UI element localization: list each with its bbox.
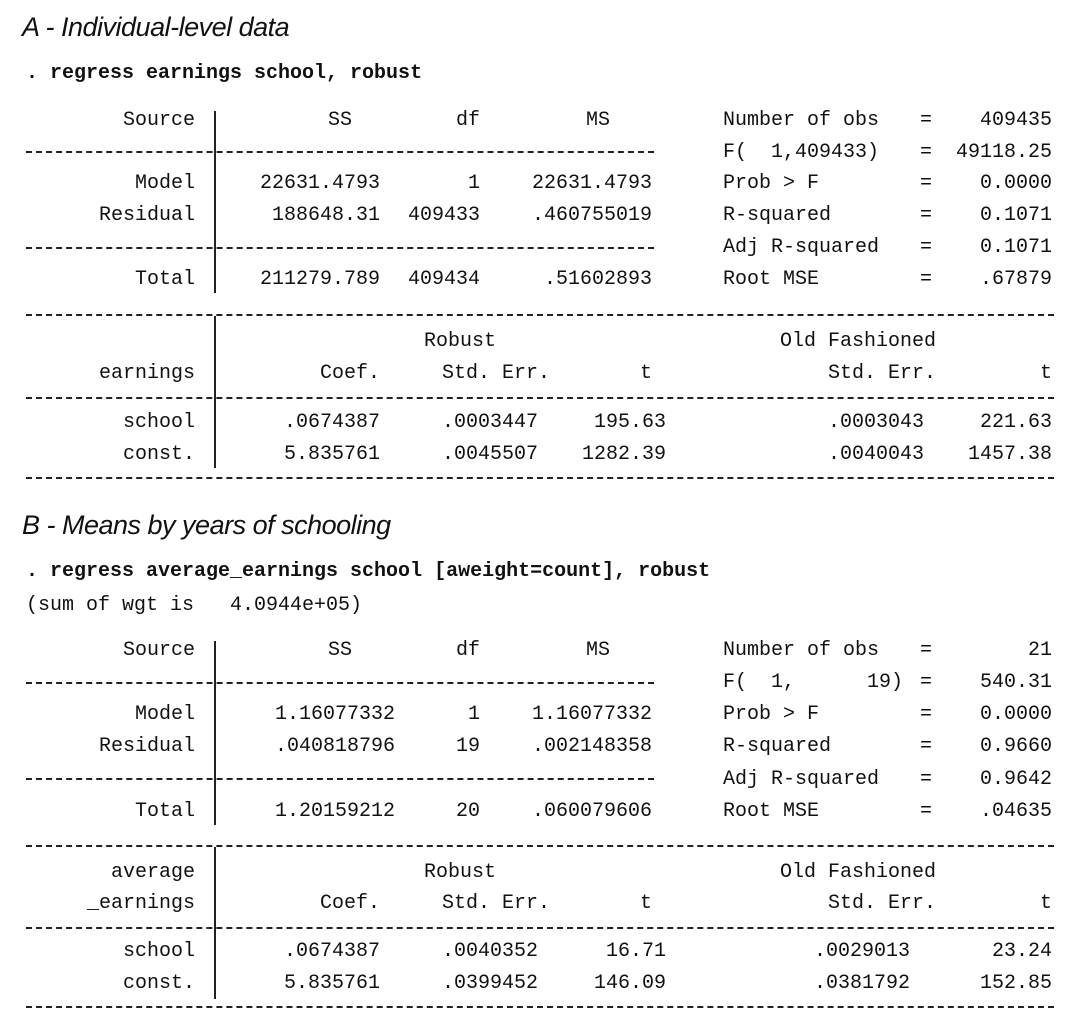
anova-a-row-df: 409433 <box>407 204 480 227</box>
stat-b-label: Adj R-squared <box>723 768 880 791</box>
coef-a-old-se-header: Std. Err. <box>827 362 936 385</box>
stat-b-value: 0.0000 <box>979 703 1052 726</box>
anova-b-ss-header: SS <box>327 639 352 662</box>
stat-b-label: Root MSE <box>723 800 820 823</box>
anova-b-ms-header: MS <box>585 639 610 662</box>
coef-a-row-se: .0003447 <box>441 411 538 434</box>
stat-b-eq: = <box>920 768 933 791</box>
anova-b-row-source: Residual <box>98 735 195 758</box>
anova-b-row-ms: .002148358 <box>531 735 652 758</box>
coef-b-vertical-rule <box>214 847 216 999</box>
coef-b-row-old-t: 152.85 <box>979 972 1052 995</box>
coef-a-depvar: earnings <box>98 362 195 385</box>
coef-a-se-header: Std. Err. <box>441 362 550 385</box>
stat-a-eq: = <box>920 236 933 259</box>
anova-a-row-df: 409434 <box>407 268 480 291</box>
anova-a-row-ms: .51602893 <box>543 268 652 291</box>
coef-b-row-se: .0399452 <box>441 972 538 995</box>
coef-a-divider-top <box>26 314 1054 316</box>
stat-a-label: Prob > F <box>723 172 820 195</box>
coef-b-row-var: school <box>122 940 195 963</box>
anova-b-row-ms: 1.16077332 <box>531 703 652 726</box>
anova-b-row-ms: .060079606 <box>531 800 652 823</box>
coef-a-row-old-t: 1457.38 <box>967 443 1052 466</box>
panel-a-title: A - Individual-level data <box>22 12 290 42</box>
anova-a-vertical-rule <box>214 111 216 293</box>
coef-b-row-old-se: .0381792 <box>813 972 910 995</box>
coef-a-row-var: school <box>122 411 195 434</box>
stat-b-label: Prob > F <box>723 703 820 726</box>
anova-a-source-header: Source <box>122 109 195 132</box>
stat-b-eq: = <box>920 639 933 662</box>
anova-a-ms-header: MS <box>585 109 610 132</box>
coef-b-row-se: .0040352 <box>441 940 538 963</box>
stat-b-value: 540.31 <box>979 671 1052 694</box>
anova-a-row-ss: 188648.31 <box>271 204 380 227</box>
coef-a-t-header: t <box>639 362 652 385</box>
anova-b-row-ss: .040818796 <box>274 735 395 758</box>
coef-a-row-old-se: .0040043 <box>827 443 924 466</box>
stat-b-value: 21 <box>1027 639 1052 662</box>
coef-a-row-old-se: .0003043 <box>827 411 924 434</box>
coef-a-robust-header: Robust <box>424 330 497 353</box>
coef-b-row-coef: 5.835761 <box>283 972 380 995</box>
coef-b-row-old-t: 23.24 <box>991 940 1052 963</box>
stat-b-eq: = <box>920 703 933 726</box>
stat-a-label: F( 1,409433) <box>723 141 880 164</box>
coef-a-row-se: .0045507 <box>441 443 538 466</box>
anova-a-row-source: Model <box>134 172 195 195</box>
stat-b-label: R-squared <box>723 735 832 758</box>
coef-b-old-fashioned-header: Old Fashioned <box>780 861 937 884</box>
stat-a-value: 0.1071 <box>979 236 1052 259</box>
anova-b-row-df: 20 <box>455 800 480 823</box>
anova-b-row-df: 19 <box>455 735 480 758</box>
stat-b-value: .04635 <box>979 800 1052 823</box>
anova-a-row-ms: 22631.4793 <box>531 172 652 195</box>
stat-a-label: Adj R-squared <box>723 236 880 259</box>
coef-a-vertical-rule <box>214 316 216 468</box>
panel-b-title: B - Means by years of schooling <box>22 510 391 540</box>
coef-b-divider-top <box>26 845 1054 847</box>
coef-a-row-var: const. <box>122 443 195 466</box>
anova-a-row-ss: 22631.4793 <box>259 172 380 195</box>
anova-a-df-header: df <box>455 109 480 132</box>
anova-b-row-df: 1 <box>467 703 480 726</box>
coef-b-row-t: 146.09 <box>593 972 666 995</box>
coef-b-divider-bottom <box>26 1006 1054 1008</box>
anova-b-source-header: Source <box>122 639 195 662</box>
coef-b-old-t-header: t <box>1039 892 1052 915</box>
coef-b-depvar-line1: average <box>110 861 195 884</box>
coef-b-row-coef: .0674387 <box>283 940 380 963</box>
anova-a-row-df: 1 <box>467 172 480 195</box>
coef-b-t-header: t <box>639 892 652 915</box>
stat-a-label: Number of obs <box>723 109 880 132</box>
stat-a-value: 49118.25 <box>955 141 1052 164</box>
coef-a-row-coef: .0674387 <box>283 411 380 434</box>
anova-a-row-ms: .460755019 <box>531 204 652 227</box>
stat-a-eq: = <box>920 204 933 227</box>
anova-a-divider-mid <box>26 247 654 249</box>
stat-a-value: 409435 <box>979 109 1052 132</box>
stat-b-eq: = <box>920 800 933 823</box>
coef-a-old-fashioned-header: Old Fashioned <box>780 330 937 353</box>
anova-b-row-source: Total <box>134 800 195 823</box>
anova-b-row-source: Model <box>134 703 195 726</box>
coef-a-old-t-header: t <box>1039 362 1052 385</box>
stat-b-value: 0.9642 <box>979 768 1052 791</box>
panel-b-command: . regress average_earnings school [aweight=count], robust <box>26 560 711 583</box>
stat-b-label: F( 1, 19) <box>723 671 904 694</box>
coef-b-coef-header: Coef. <box>319 892 380 915</box>
coef-b-row-old-se: .0029013 <box>813 940 910 963</box>
coef-b-se-header: Std. Err. <box>441 892 550 915</box>
anova-b-row-ss: 1.16077332 <box>274 703 395 726</box>
stat-a-value: .67879 <box>979 268 1052 291</box>
coef-a-divider-mid <box>26 397 1054 399</box>
stat-b-label: Number of obs <box>723 639 880 662</box>
anova-a-divider-top <box>26 151 654 153</box>
anova-b-divider-mid <box>26 778 654 780</box>
panel-b-weight-note: (sum of wgt is 4.0944e+05) <box>26 594 363 617</box>
anova-a-ss-header: SS <box>327 109 352 132</box>
anova-a-row-source: Total <box>134 268 195 291</box>
coef-b-depvar: _earnings <box>86 892 195 915</box>
stat-a-label: Root MSE <box>723 268 820 291</box>
stat-a-eq: = <box>920 141 933 164</box>
coef-b-robust-header: Robust <box>424 861 497 884</box>
stat-b-value: 0.9660 <box>979 735 1052 758</box>
anova-b-row-ss: 1.20159212 <box>274 800 395 823</box>
coef-b-old-se-header: Std. Err. <box>827 892 936 915</box>
stat-a-value: 0.1071 <box>979 204 1052 227</box>
anova-b-divider-top <box>26 682 654 684</box>
coef-a-row-t: 1282.39 <box>581 443 666 466</box>
stat-a-eq: = <box>920 172 933 195</box>
anova-b-df-header: df <box>455 639 480 662</box>
coef-a-coef-header: Coef. <box>319 362 380 385</box>
stat-a-label: R-squared <box>723 204 832 227</box>
coef-a-divider-bottom <box>26 477 1054 479</box>
coef-a-row-t: 195.63 <box>593 411 666 434</box>
coef-b-row-t: 16.71 <box>605 940 666 963</box>
stat-b-eq: = <box>920 671 933 694</box>
stat-a-eq: = <box>920 268 933 291</box>
stat-a-value: 0.0000 <box>979 172 1052 195</box>
coef-a-row-old-t: 221.63 <box>979 411 1052 434</box>
stat-a-eq: = <box>920 109 933 132</box>
panel-a-command: . regress earnings school, robust <box>26 62 423 85</box>
anova-b-vertical-rule <box>214 641 216 825</box>
coef-b-divider-mid <box>26 927 1054 929</box>
coef-a-row-coef: 5.835761 <box>283 443 380 466</box>
anova-a-row-ss: 211279.789 <box>259 268 380 291</box>
stat-b-eq: = <box>920 735 933 758</box>
anova-a-row-source: Residual <box>98 204 195 227</box>
coef-b-row-var: const. <box>122 972 195 995</box>
